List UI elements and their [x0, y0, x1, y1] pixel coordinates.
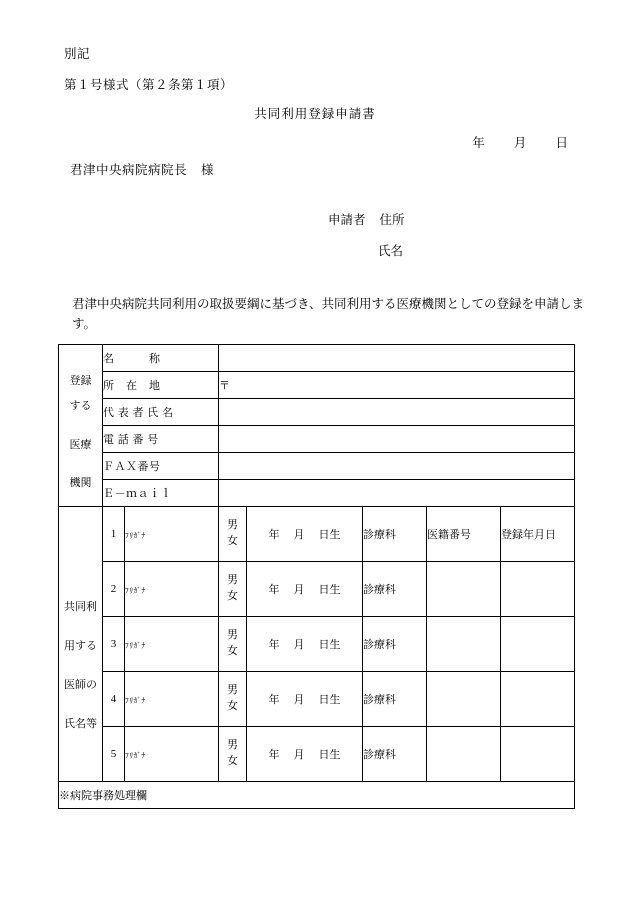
form-number: 第１号様式（第２条第１項） [64, 78, 234, 92]
doctor-license-cell[interactable] [427, 727, 501, 782]
gender-male-option[interactable]: 男 [227, 684, 238, 697]
birth-day-label: 日生 [318, 584, 341, 596]
date-day-label: 日 [555, 136, 568, 150]
gender-female-option[interactable]: 女 [227, 700, 238, 712]
doctor-row-number: 1 [103, 507, 125, 562]
gender-female-option[interactable]: 女 [227, 755, 238, 767]
office-use-cell[interactable] [59, 782, 575, 809]
table-row [59, 480, 575, 507]
doctors-side-label [59, 507, 103, 782]
office-use-label: ※病院事務処理欄 [59, 790, 147, 802]
table-row [59, 672, 575, 727]
birth-year-label: 年 [268, 639, 280, 651]
furigana-label: ﾌﾘｶﾞﾅ [125, 585, 146, 595]
date-line [0, 133, 630, 151]
applicant-address-label: 住所 [379, 213, 405, 227]
birth-year-label: 年 [268, 584, 280, 596]
department-label: 診療科 [363, 584, 396, 596]
field-value-email[interactable] [219, 480, 575, 507]
gender-female-option[interactable]: 女 [227, 535, 238, 547]
page-title: 共同利用登録申請書 [254, 107, 376, 121]
applicant-name-line [0, 241, 630, 259]
doctor-license-cell[interactable] [427, 617, 501, 672]
doctor-regdate-cell[interactable] [501, 507, 575, 562]
birth-month-label: 月 [293, 584, 305, 596]
doctor-row-number: 2 [103, 562, 125, 617]
doc-label: 別記 [64, 47, 91, 61]
field-label-fax: ＦＡＸ番号 [103, 453, 219, 480]
birth-day-label: 日生 [318, 639, 341, 651]
birth-year-label: 年 [268, 529, 280, 541]
institution-side-label [59, 345, 103, 507]
birth-day-label: 日生 [318, 749, 341, 761]
doctor-birthdate-cell[interactable] [247, 507, 363, 562]
license-number-label: 医籍番号 [427, 529, 471, 541]
doctor-department-cell[interactable] [363, 617, 427, 672]
doctor-department-cell[interactable] [363, 507, 427, 562]
table-row [59, 426, 575, 453]
doctor-name-cell[interactable] [125, 727, 219, 782]
field-label-representative: 代 表 者 氏 名 [103, 399, 219, 426]
field-value-fax[interactable] [219, 453, 575, 480]
birth-month-label: 月 [293, 749, 305, 761]
department-label: 診療科 [363, 694, 396, 706]
table-row [59, 453, 575, 480]
doctor-department-cell[interactable] [363, 562, 427, 617]
institution-side-label-line-2: する [69, 400, 92, 413]
doctor-department-cell[interactable] [363, 727, 427, 782]
institution-side-label-line-3: 医療 [69, 438, 92, 451]
date-month-label: 月 [513, 136, 527, 150]
doctor-birthdate-cell[interactable] [247, 617, 363, 672]
table-row [59, 727, 575, 782]
field-value-phone[interactable] [219, 426, 575, 453]
doctor-birthdate-cell[interactable] [247, 562, 363, 617]
birth-day-label: 日生 [318, 694, 341, 706]
doctor-name-cell[interactable] [125, 617, 219, 672]
gender-female-option[interactable]: 女 [227, 645, 238, 657]
doctor-license-cell[interactable] [427, 562, 501, 617]
doctor-row-number: 4 [103, 672, 125, 727]
doctor-gender-cell[interactable] [219, 727, 247, 782]
doctors-side-label-line-4: 氏名等 [64, 717, 97, 730]
application-table [58, 344, 575, 809]
applicant-address-line [0, 210, 630, 228]
table-row [59, 372, 575, 399]
doctor-license-cell[interactable] [427, 672, 501, 727]
furigana-label: ﾌﾘｶﾞﾅ [125, 750, 146, 760]
doctor-regdate-cell[interactable] [501, 727, 575, 782]
birth-year-label: 年 [268, 694, 280, 706]
addressee [70, 160, 214, 178]
field-value-name[interactable] [219, 345, 575, 372]
doctor-regdate-cell[interactable] [501, 617, 575, 672]
institution-side-label-line-4: 機関 [69, 476, 92, 489]
doctor-name-cell[interactable] [125, 562, 219, 617]
doctors-side-label-line-3: 医師の [64, 679, 97, 691]
doctors-side-label-line-1: 共同利 [64, 601, 97, 614]
doctors-side-label-line-2: 用する [64, 640, 97, 653]
doctor-gender-cell[interactable] [219, 507, 247, 562]
table-row [59, 507, 575, 562]
table-row [59, 562, 575, 617]
applicant-name-label: 氏名 [378, 244, 404, 258]
doctor-name-cell[interactable] [125, 672, 219, 727]
doctor-regdate-cell[interactable] [501, 672, 575, 727]
doctor-birthdate-cell[interactable] [247, 672, 363, 727]
gender-male-option[interactable]: 男 [227, 574, 238, 587]
gender-male-option[interactable]: 男 [227, 629, 238, 642]
doctor-birthdate-cell[interactable] [247, 727, 363, 782]
field-label-phone: 電 話 番 号 [103, 426, 219, 453]
doctor-row-number: 5 [103, 727, 125, 782]
registration-date-label: 登録年月日 [501, 529, 556, 541]
field-value-representative[interactable] [219, 399, 575, 426]
birth-month-label: 月 [293, 529, 305, 541]
body-text: 君津中央病院共同利用の取扱要綱に基づき、共同利用する医療機関としての登録を申請します。 [72, 297, 585, 331]
date-year-label: 年 [472, 136, 485, 150]
doctor-regdate-cell[interactable] [501, 562, 575, 617]
doctor-gender-cell[interactable] [219, 562, 247, 617]
department-label: 診療科 [363, 639, 396, 651]
institution-side-label-line-1: 登録 [69, 375, 92, 388]
doctor-gender-cell[interactable] [219, 672, 247, 727]
gender-male-option[interactable]: 男 [227, 519, 238, 532]
field-label-name: 名 称 [103, 345, 219, 372]
table-row [59, 345, 575, 372]
doctor-gender-cell[interactable] [219, 617, 247, 672]
addressee-honorific: 様 [201, 163, 215, 177]
field-label-email: Ｅ－ｍａｉｌ [103, 480, 219, 507]
birth-year-label: 年 [268, 749, 280, 761]
birth-day-label: 日生 [318, 529, 341, 541]
table-row [59, 617, 575, 672]
field-value-address[interactable]: 〒 [219, 372, 575, 399]
gender-female-option[interactable]: 女 [227, 590, 238, 602]
furigana-label: ﾌﾘｶﾞﾅ [125, 695, 146, 705]
gender-male-option[interactable]: 男 [227, 739, 238, 752]
birth-month-label: 月 [293, 639, 305, 651]
doctor-department-cell[interactable] [363, 672, 427, 727]
addressee-name: 君津中央病院病院長 [70, 163, 188, 177]
field-label-address: 所 在 地 [103, 372, 219, 399]
doctor-license-cell[interactable] [427, 507, 501, 562]
furigana-label: ﾌﾘｶﾞﾅ [125, 530, 146, 540]
doctor-name-cell[interactable] [125, 507, 219, 562]
applicant-label: 申請者 [328, 213, 366, 227]
department-label: 診療科 [363, 529, 396, 541]
furigana-label: ﾌﾘｶﾞﾅ [125, 640, 146, 650]
department-label: 診療科 [363, 749, 396, 761]
table-row [59, 399, 575, 426]
birth-month-label: 月 [293, 694, 305, 706]
doctor-row-number: 3 [103, 617, 125, 672]
table-row [59, 782, 575, 809]
